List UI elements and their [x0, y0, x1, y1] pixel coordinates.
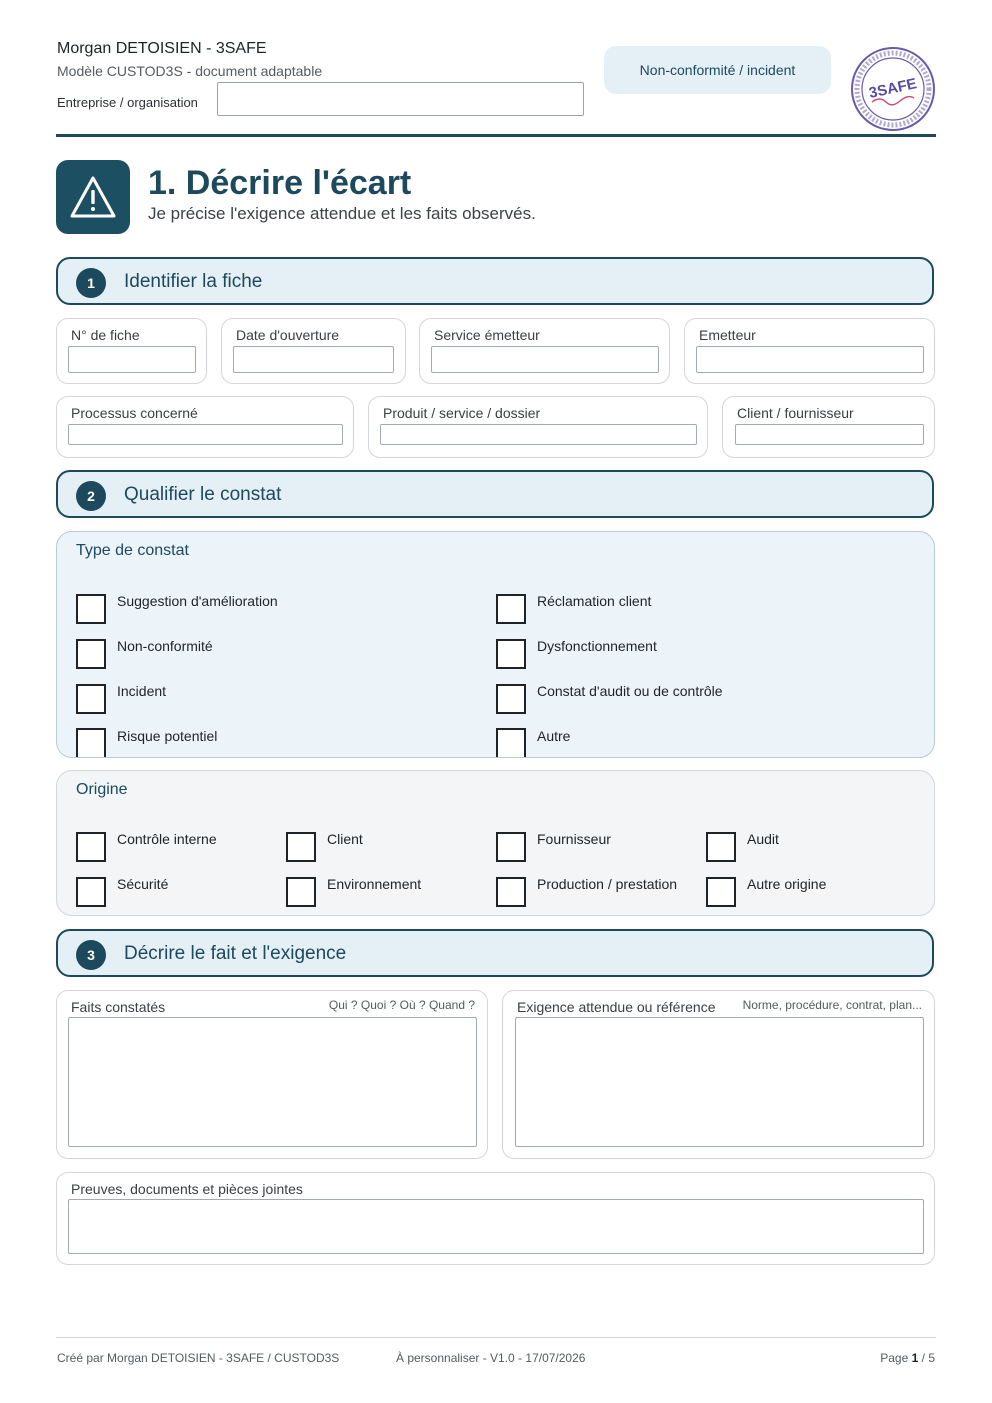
page-subtitle: Je précise l'exigence attendue et les faits observés.	[148, 204, 536, 223]
section-number: 1	[76, 268, 106, 298]
checkbox-label: Non-conformité	[117, 638, 213, 654]
warning-icon	[56, 160, 130, 234]
controle-interne-checkbox[interactable]	[76, 832, 106, 862]
securite-checkbox[interactable]	[76, 877, 106, 907]
non-conformite-checkbox[interactable]	[76, 639, 106, 669]
section-title: Qualifier le constat	[124, 484, 282, 505]
constat-audit-checkbox[interactable]	[496, 684, 526, 714]
dysfonctionnement-checkbox[interactable]	[496, 639, 526, 669]
checkbox-label: Production / prestation	[537, 876, 678, 892]
panel-title: Type de constat	[76, 542, 189, 559]
exigence-field	[502, 990, 935, 1159]
field-processus	[56, 396, 354, 458]
section-number: 2	[76, 481, 106, 511]
checkbox-label: Audit	[747, 831, 779, 847]
field-produit	[368, 396, 708, 458]
reclamation-checkbox[interactable]	[496, 594, 526, 624]
field-service-emetteur	[419, 318, 670, 384]
field-label: Date d'ouverture	[236, 327, 340, 343]
origine-panel	[56, 770, 935, 916]
field-label: Preuves, documents et pièces jointes	[71, 1181, 303, 1197]
field-label: Service émetteur	[434, 327, 540, 343]
client-fournisseur-input[interactable]	[735, 424, 924, 445]
incident-checkbox[interactable]	[76, 684, 106, 714]
checkbox-label: Constat d'audit ou de contrôle	[537, 683, 723, 699]
field-label: Client / fournisseur	[737, 405, 854, 421]
checkbox-label: Risque potentiel	[117, 728, 218, 744]
processus-input[interactable]	[68, 424, 343, 445]
field-label: Emetteur	[699, 327, 756, 343]
field-label: N° de fiche	[71, 327, 140, 343]
preuves-field	[56, 1172, 935, 1265]
suggestion-checkbox[interactable]	[76, 594, 106, 624]
checkbox-label: Autre	[537, 728, 571, 744]
preuves-textarea[interactable]	[68, 1199, 924, 1254]
field-client-fournisseur	[722, 396, 935, 458]
company-stamp-logo	[850, 46, 936, 132]
page-current: 1	[911, 1351, 919, 1365]
autre-checkbox[interactable]	[496, 728, 526, 757]
field-label: Processus concerné	[71, 405, 198, 421]
field-label: Produit / service / dossier	[383, 405, 541, 421]
fournisseur-checkbox[interactable]	[496, 832, 526, 862]
field-hint: Norme, procédure, contrat, plan...	[742, 998, 922, 1012]
audit-checkbox[interactable]	[706, 832, 736, 862]
model-name: Modèle CUSTOD3S - document adaptable	[57, 63, 323, 79]
page-separator: /	[918, 1351, 929, 1365]
section-2-header	[56, 470, 934, 518]
checkbox-label: Contrôle interne	[117, 831, 217, 847]
type-constat-panel	[56, 531, 935, 758]
field-hint: Qui ? Quoi ? Où ? Quand ?	[328, 998, 475, 1012]
faits-constates-field	[56, 990, 488, 1159]
checkbox-label: Dysfonctionnement	[537, 638, 657, 654]
checkbox-label: Sécurité	[117, 876, 169, 892]
field-emetteur	[684, 318, 935, 384]
origin-client-checkbox[interactable]	[286, 832, 316, 862]
footer-rule	[56, 1337, 936, 1338]
org-label: Entreprise / organisation	[57, 95, 198, 110]
section-3-header	[56, 929, 934, 977]
exigence-textarea[interactable]	[515, 1017, 924, 1147]
produit-input[interactable]	[380, 424, 697, 445]
footer-created-by: Créé par Morgan DETOISIEN - 3SAFE / CUSTOD3S	[57, 1351, 340, 1365]
faits-constates-textarea[interactable]	[68, 1017, 477, 1147]
footer-page-number	[880, 1351, 935, 1365]
autre-origine-checkbox[interactable]	[706, 877, 736, 907]
checkbox-label: Fournisseur	[537, 831, 611, 847]
header-rule	[56, 134, 936, 137]
checkbox-label: Environnement	[327, 876, 422, 892]
svg-text:3SAFE: 3SAFE	[867, 75, 919, 102]
num-fiche-input[interactable]	[68, 346, 196, 373]
checkbox-label: Client	[327, 831, 363, 847]
page-prefix: Page	[880, 1351, 912, 1365]
author-name: Morgan DETOISIEN - 3SAFE	[57, 40, 267, 57]
field-date-ouverture	[221, 318, 406, 384]
checkbox-label: Autre origine	[747, 876, 827, 892]
field-label: Faits constatés	[71, 999, 166, 1015]
section-1-header	[56, 257, 934, 305]
checkbox-label: Incident	[117, 683, 167, 699]
field-num-fiche	[56, 318, 207, 384]
page-title: 1. Décrire l'écart	[148, 164, 412, 202]
emetteur-input[interactable]	[696, 346, 924, 373]
section-title: Identifier la fiche	[124, 271, 263, 292]
production-checkbox[interactable]	[496, 877, 526, 907]
org-input[interactable]	[217, 82, 584, 116]
checkbox-label: Réclamation client	[537, 593, 652, 609]
date-ouverture-input[interactable]	[233, 346, 394, 373]
page-total: 5	[928, 1351, 935, 1365]
section-title: Décrire le fait et l'exigence	[124, 943, 347, 964]
panel-title: Origine	[76, 781, 128, 798]
field-label: Exigence attendue ou référence	[517, 999, 716, 1015]
document-type-badge: Non-conformité / incident	[604, 46, 831, 94]
risque-checkbox[interactable]	[76, 728, 106, 757]
footer-version: À personnaliser - V1.0 - 17/07/2026	[396, 1351, 586, 1365]
section-number: 3	[76, 940, 106, 970]
environnement-checkbox[interactable]	[286, 877, 316, 907]
checkbox-label: Suggestion d'amélioration	[117, 593, 278, 609]
service-emetteur-input[interactable]	[431, 346, 659, 373]
